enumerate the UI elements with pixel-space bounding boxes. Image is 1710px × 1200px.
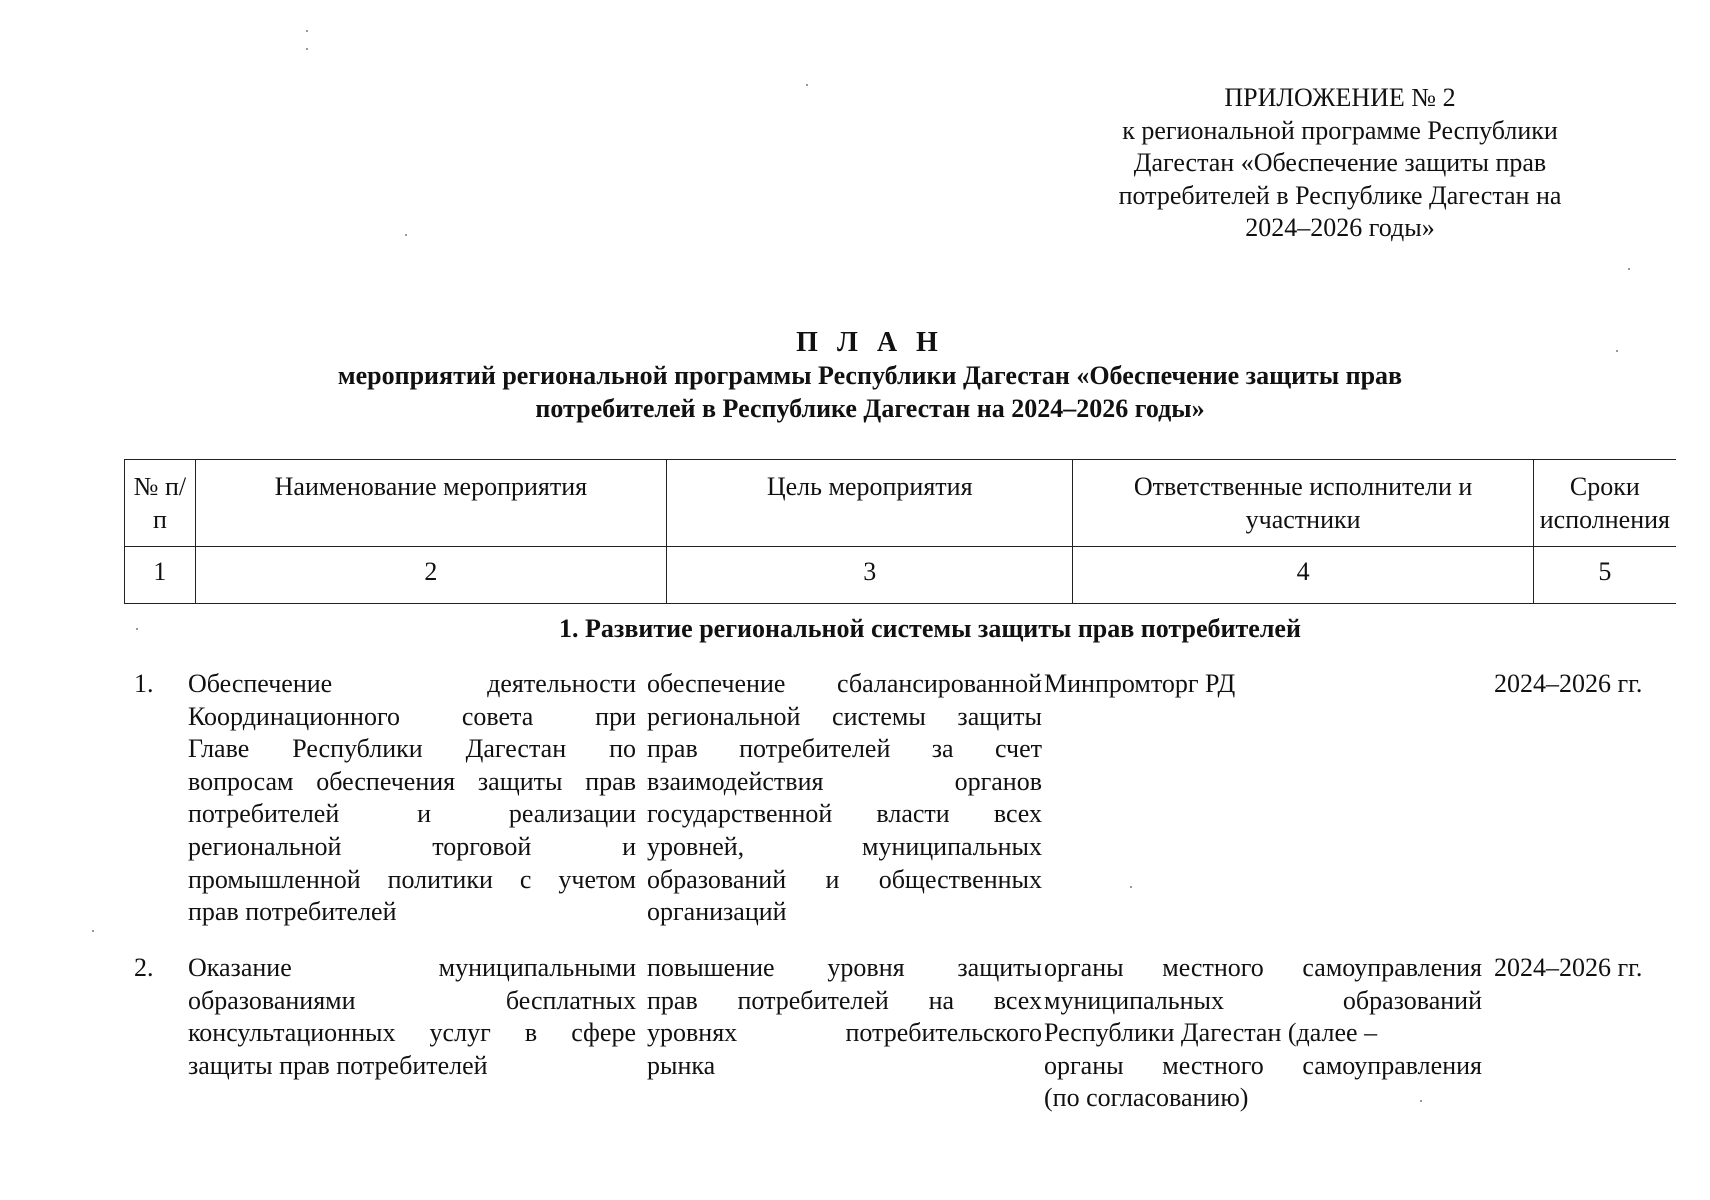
scan-speck: [92, 930, 94, 932]
plan-title: П Л А Н: [796, 327, 944, 358]
header-name: Наименование мероприятия: [195, 460, 666, 547]
row-goal-line: уровнях потребительского: [647, 1018, 1042, 1048]
row-executors-line: органы местного самоуправления: [1044, 953, 1482, 982]
row-goal-line: повышение уровня защиты: [647, 953, 1042, 982]
plan-table-header: [124, 459, 1676, 604]
column-number: 3: [666, 547, 1072, 604]
scan-speck: [806, 84, 808, 86]
appendix-line: Дагестан «Обеспечение защиты прав: [1133, 148, 1547, 177]
scan-speck: [306, 48, 308, 50]
header-goal: Цель мероприятия: [666, 460, 1072, 547]
row-name-line: Главе Республики Дагестан по: [188, 734, 636, 764]
row-name-line: консультационных услуг в сфере: [188, 1018, 636, 1048]
row-goal-line: рынка: [647, 1050, 716, 1080]
row-number: 1.: [134, 669, 154, 698]
row-name-line: промышленной политики с учетом: [188, 864, 636, 894]
row-goal-line: взаимодействия органов: [647, 766, 1042, 796]
scan-speck: [136, 628, 138, 630]
row-goal-line: уровней, муниципальных: [647, 831, 1042, 861]
table-column-numbers-row: [125, 547, 1677, 604]
row-name-line: Обеспечение деятельности: [188, 669, 636, 698]
column-number: 2: [195, 547, 666, 604]
scan-speck: [1420, 1100, 1422, 1102]
header-term: Сроки исполнения: [1533, 460, 1676, 547]
column-number: 5: [1533, 547, 1676, 604]
row-goal-line: государственной власти всех: [647, 799, 1042, 829]
appendix-line: к региональной программе Республики: [1122, 115, 1558, 145]
header-executors: Ответственные исполнители и участники: [1073, 460, 1533, 547]
section-title: 1. Развитие региональной системы защиты прав потребителей: [559, 614, 1301, 643]
row-goal-line: региональной системы защиты: [647, 701, 1042, 731]
row-name-line: потребителей и реализации: [188, 799, 636, 829]
plan-subtitle-line: мероприятий региональной программы Республики Дагестан «Обеспечение защиты прав: [337, 361, 1403, 390]
header-number: № п/п: [125, 460, 196, 547]
scan-speck: [1130, 886, 1132, 888]
row-name-line: вопросам обеспечения защиты прав: [188, 766, 636, 796]
plan-subtitle-line: потребителей в Республике Дагестан на 2024–2026 годы»: [535, 394, 1205, 423]
row-executors: [1044, 668, 1482, 701]
row-number: 2.: [134, 953, 154, 982]
row-goal-line: организаций: [647, 897, 787, 927]
scan-speck: [1628, 268, 1630, 270]
row-term: 2024–2026 гг.: [1494, 953, 1643, 982]
row-name-line: защиты прав потребителей: [188, 1050, 488, 1080]
row-executors-line: муниципальных образований: [1044, 985, 1482, 1015]
row-goal-line: образований и общественных: [647, 864, 1042, 894]
row-executors: [1044, 952, 1482, 1115]
column-number: 1: [125, 547, 196, 604]
row-goal-line: обеспечение сбалансированной: [647, 669, 1042, 698]
scan-speck: [1616, 350, 1618, 352]
scan-speck: [306, 30, 308, 32]
row-name-line: Оказание муниципальными: [188, 953, 636, 982]
row-executors-line: Республики Дагестан (далее –: [1044, 1018, 1378, 1048]
row-goal: [647, 952, 1042, 1082]
appendix-line: потребителей в Республике Дагестан на: [1118, 180, 1562, 210]
plan-title-block: [120, 326, 1620, 425]
row-executors-line: (по согласованию): [1044, 1083, 1249, 1113]
row-name: [188, 668, 636, 929]
row-term: 2024–2026 гг.: [1494, 669, 1643, 698]
column-number: 4: [1073, 547, 1533, 604]
row-name-line: Координационного совета при: [188, 701, 636, 731]
appendix-header: [1080, 82, 1600, 245]
row-name-line: региональной торговой и: [188, 831, 636, 861]
row-name-line: образованиями бесплатных: [188, 985, 636, 1015]
row-goal-line: прав потребителей на всех: [647, 985, 1042, 1015]
appendix-line: 2024–2026 годы»: [1245, 213, 1435, 242]
appendix-line: ПРИЛОЖЕНИЕ № 2: [1224, 83, 1456, 112]
row-executors-line: Минпромторг РД: [1044, 669, 1236, 698]
row-executors-line: органы местного самоуправления: [1044, 1050, 1482, 1080]
table-header-row: [125, 460, 1677, 547]
row-goal-line: прав потребителей за счет: [647, 734, 1042, 764]
row-name: [188, 952, 636, 1082]
scan-speck: [405, 234, 407, 236]
row-name-line: прав потребителей: [188, 897, 397, 927]
row-goal: [647, 668, 1042, 929]
